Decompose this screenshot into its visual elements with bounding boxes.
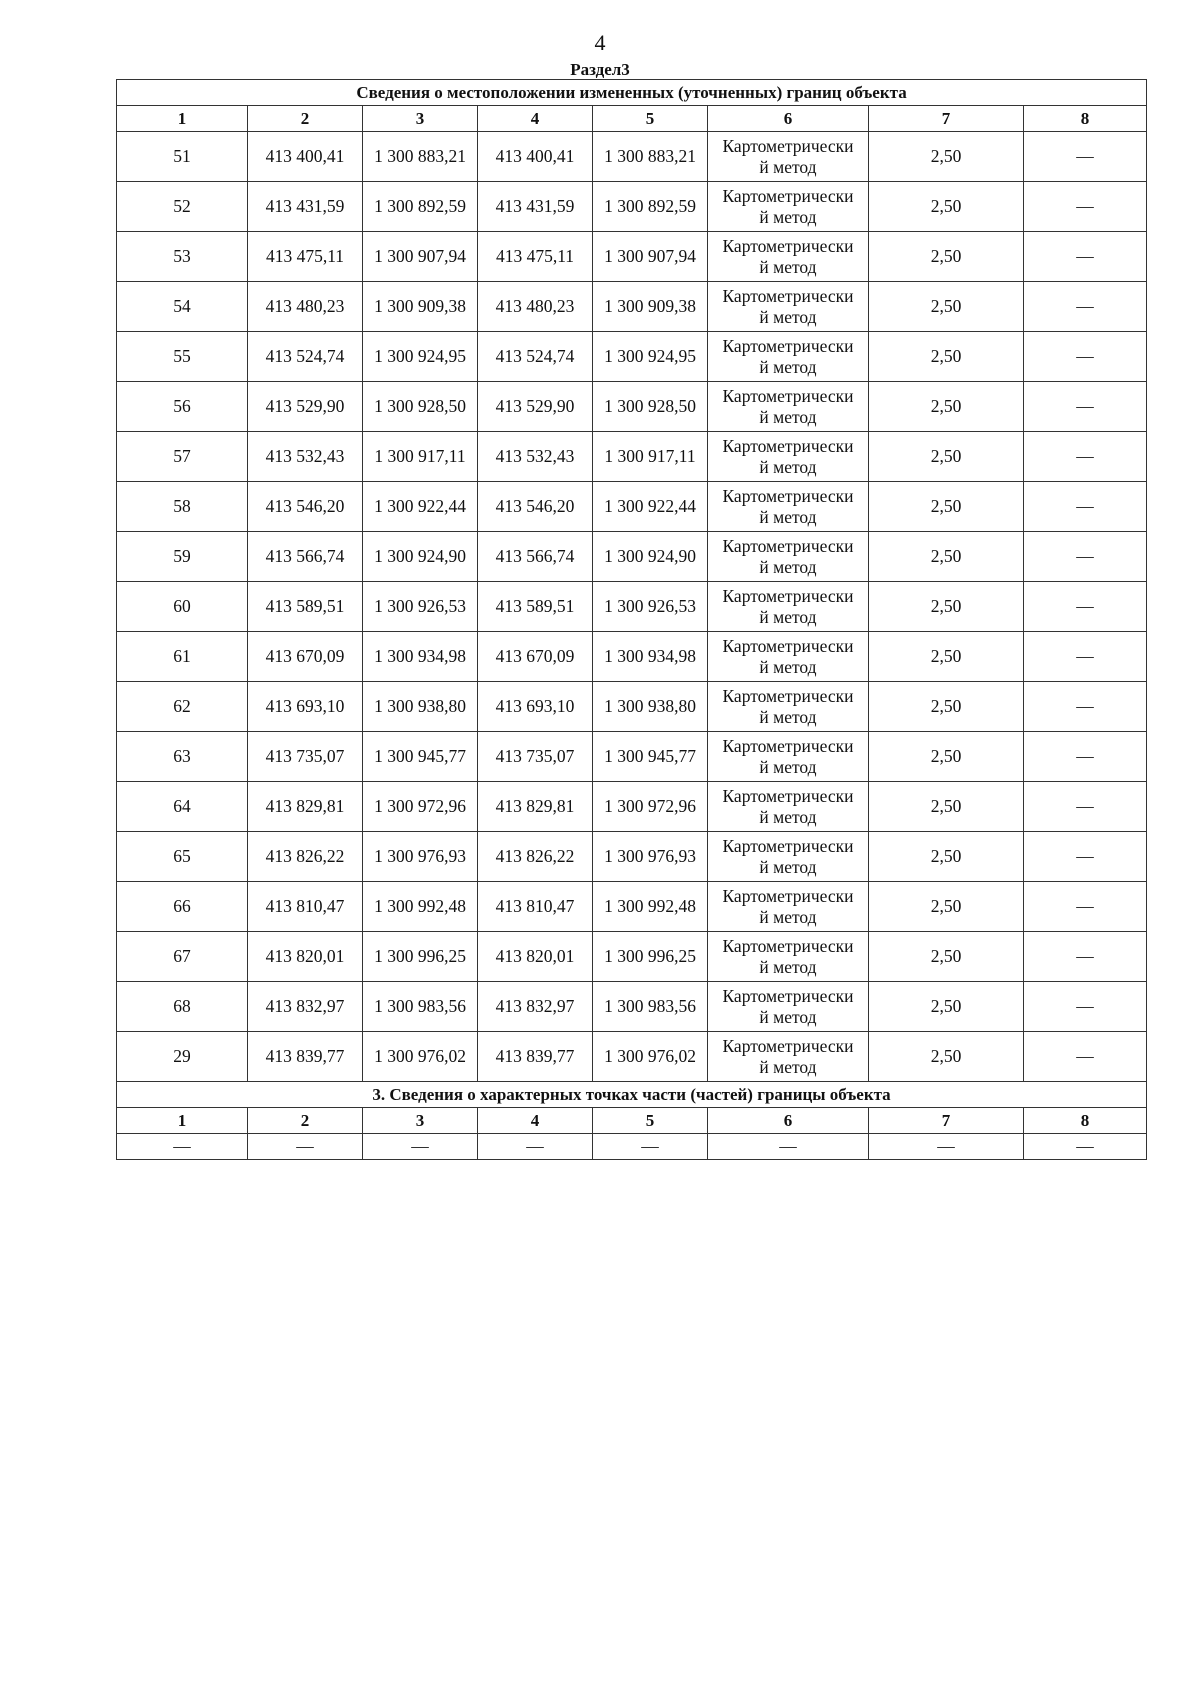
table1-column-number: 4 [478,106,593,132]
table1-column-number: 8 [1024,106,1147,132]
empty-cell: — [248,1134,363,1160]
method-line: й метод [759,456,817,477]
point-number-cell: 55 [117,332,248,382]
table2-column-number: 2 [248,1108,363,1134]
method-cell [708,832,869,882]
x-coordinate-cell: 413 589,51 [478,582,593,632]
table1-column-number: 6 [708,106,869,132]
empty-cell: — [708,1134,869,1160]
y-coordinate-cell: 1 300 976,02 [593,1032,708,1082]
method-line: й метод [759,356,817,377]
method-cell [708,282,869,332]
table-row [117,182,1147,232]
table1-column-number: 2 [248,106,363,132]
y-coordinate-cell: 1 300 909,38 [363,282,478,332]
x-coordinate-cell: 413 529,90 [248,382,363,432]
accuracy-cell: 2,50 [869,582,1024,632]
point-number-cell: 53 [117,232,248,282]
table-row [117,532,1147,582]
table-row [117,332,1147,382]
table1-caption-row [117,80,1147,106]
y-coordinate-cell: 1 300 945,77 [363,732,478,782]
x-coordinate-cell: 413 810,47 [478,882,593,932]
x-coordinate-cell: 413 735,07 [478,732,593,782]
x-coordinate-cell: 413 532,43 [248,432,363,482]
method-line: Картометрически [722,585,854,606]
y-coordinate-cell: 1 300 917,11 [593,432,708,482]
x-coordinate-cell: 413 529,90 [478,382,593,432]
point-number-cell: 68 [117,982,248,1032]
empty-cell: — [363,1134,478,1160]
description-cell: — [1024,582,1147,632]
accuracy-cell: 2,50 [869,332,1024,382]
description-cell: — [1024,932,1147,982]
method-line: Картометрически [722,985,854,1006]
method-line: Картометрически [722,735,854,756]
description-cell: — [1024,382,1147,432]
x-coordinate-cell: 413 589,51 [248,582,363,632]
method-line: Картометрически [722,185,854,206]
method-line: й метод [759,206,817,227]
method-line: Картометрически [722,535,854,556]
method-line: й метод [759,606,817,627]
table2-caption: 3. Сведения о характерных точках части (частей) границы объекта [117,1082,1147,1108]
method-cell [708,482,869,532]
table2-column-number: 6 [708,1108,869,1134]
point-number-cell: 60 [117,582,248,632]
point-number-cell: 52 [117,182,248,232]
y-coordinate-cell: 1 300 972,96 [363,782,478,832]
y-coordinate-cell: 1 300 996,25 [363,932,478,982]
y-coordinate-cell: 1 300 907,94 [593,232,708,282]
x-coordinate-cell: 413 829,81 [478,782,593,832]
method-cell [708,632,869,682]
method-line: Картометрически [722,435,854,456]
x-coordinate-cell: 413 546,20 [248,482,363,532]
accuracy-cell: 2,50 [869,932,1024,982]
boundary-points-table [116,79,1147,1160]
accuracy-cell: 2,50 [869,982,1024,1032]
y-coordinate-cell: 1 300 924,95 [363,332,478,382]
description-cell: — [1024,682,1147,732]
table-row [117,882,1147,932]
table-row [117,682,1147,732]
y-coordinate-cell: 1 300 992,48 [593,882,708,932]
point-number-cell: 51 [117,132,248,182]
description-cell: — [1024,332,1147,382]
section-title: Раздел3 [570,60,630,79]
method-cell [708,132,869,182]
y-coordinate-cell: 1 300 976,02 [363,1032,478,1082]
y-coordinate-cell: 1 300 934,98 [363,632,478,682]
y-coordinate-cell: 1 300 883,21 [593,132,708,182]
description-cell: — [1024,832,1147,882]
method-cell [708,432,869,482]
x-coordinate-cell: 413 475,11 [478,232,593,282]
table-row [117,832,1147,882]
accuracy-cell: 2,50 [869,382,1024,432]
x-coordinate-cell: 413 826,22 [248,832,363,882]
x-coordinate-cell: 413 829,81 [248,782,363,832]
x-coordinate-cell: 413 524,74 [248,332,363,382]
table-row [117,282,1147,332]
method-line: й метод [759,756,817,777]
method-line: Картометрически [722,1035,854,1056]
table2-column-number: 8 [1024,1108,1147,1134]
table-row [117,782,1147,832]
table2-caption-row [117,1082,1147,1108]
method-line: Картометрически [722,285,854,306]
method-cell [708,732,869,782]
point-number-cell: 63 [117,732,248,782]
method-line: й метод [759,406,817,427]
y-coordinate-cell: 1 300 892,59 [363,182,478,232]
table1-column-number: 3 [363,106,478,132]
x-coordinate-cell: 413 693,10 [478,682,593,732]
method-line: Картометрически [722,885,854,906]
method-line: й метод [759,506,817,527]
y-coordinate-cell: 1 300 976,93 [363,832,478,882]
description-cell: — [1024,632,1147,682]
y-coordinate-cell: 1 300 907,94 [363,232,478,282]
method-line: Картометрически [722,835,854,856]
method-line: Картометрически [722,135,854,156]
x-coordinate-cell: 413 832,97 [478,982,593,1032]
method-cell [708,382,869,432]
method-line: Картометрически [722,235,854,256]
y-coordinate-cell: 1 300 924,95 [593,332,708,382]
accuracy-cell: 2,50 [869,632,1024,682]
y-coordinate-cell: 1 300 926,53 [593,582,708,632]
x-coordinate-cell: 413 820,01 [478,932,593,982]
method-cell [708,882,869,932]
method-line: Картометрически [722,635,854,656]
point-number-cell: 57 [117,432,248,482]
y-coordinate-cell: 1 300 972,96 [593,782,708,832]
table-row [117,132,1147,182]
accuracy-cell: 2,50 [869,482,1024,532]
description-cell: — [1024,532,1147,582]
table-row [117,632,1147,682]
y-coordinate-cell: 1 300 922,44 [593,482,708,532]
x-coordinate-cell: 413 670,09 [478,632,593,682]
table1-column-numbers-row [117,106,1147,132]
x-coordinate-cell: 413 431,59 [248,182,363,232]
x-coordinate-cell: 413 820,01 [248,932,363,982]
x-coordinate-cell: 413 532,43 [478,432,593,482]
method-cell [708,932,869,982]
x-coordinate-cell: 413 566,74 [248,532,363,582]
accuracy-cell: 2,50 [869,782,1024,832]
y-coordinate-cell: 1 300 922,44 [363,482,478,532]
y-coordinate-cell: 1 300 996,25 [593,932,708,982]
method-cell [708,532,869,582]
method-line: й метод [759,556,817,577]
y-coordinate-cell: 1 300 924,90 [363,532,478,582]
description-cell: — [1024,232,1147,282]
method-cell [708,682,869,732]
table1-column-number: 5 [593,106,708,132]
x-coordinate-cell: 413 524,74 [478,332,593,382]
method-line: й метод [759,156,817,177]
x-coordinate-cell: 413 826,22 [478,832,593,882]
x-coordinate-cell: 413 480,23 [478,282,593,332]
table2-column-number: 3 [363,1108,478,1134]
description-cell: — [1024,432,1147,482]
description-cell: — [1024,282,1147,332]
point-number-cell: 59 [117,532,248,582]
table2-column-numbers-row [117,1108,1147,1134]
table-row [117,932,1147,982]
y-coordinate-cell: 1 300 983,56 [363,982,478,1032]
method-line: Картометрически [722,785,854,806]
x-coordinate-cell: 413 832,97 [248,982,363,1032]
point-number-cell: 62 [117,682,248,732]
table2-column-number: 1 [117,1108,248,1134]
point-number-cell: 65 [117,832,248,882]
accuracy-cell: 2,50 [869,682,1024,732]
empty-cell: — [593,1134,708,1160]
table1-column-number: 7 [869,106,1024,132]
table2-column-number: 4 [478,1108,593,1134]
table-row [117,232,1147,282]
accuracy-cell: 2,50 [869,132,1024,182]
y-coordinate-cell: 1 300 938,80 [363,682,478,732]
table2-empty-row [117,1134,1147,1160]
method-cell [708,582,869,632]
y-coordinate-cell: 1 300 883,21 [363,132,478,182]
y-coordinate-cell: 1 300 924,90 [593,532,708,582]
description-cell: — [1024,182,1147,232]
x-coordinate-cell: 413 566,74 [478,532,593,582]
x-coordinate-cell: 413 400,41 [478,132,593,182]
y-coordinate-cell: 1 300 992,48 [363,882,478,932]
method-cell [708,332,869,382]
method-cell [708,182,869,232]
method-line: й метод [759,856,817,877]
point-number-cell: 64 [117,782,248,832]
x-coordinate-cell: 413 735,07 [248,732,363,782]
method-cell [708,982,869,1032]
x-coordinate-cell: 413 546,20 [478,482,593,532]
point-number-cell: 54 [117,282,248,332]
empty-cell: — [478,1134,593,1160]
y-coordinate-cell: 1 300 934,98 [593,632,708,682]
method-line: Картометрически [722,935,854,956]
x-coordinate-cell: 413 693,10 [248,682,363,732]
method-cell [708,782,869,832]
y-coordinate-cell: 1 300 892,59 [593,182,708,232]
description-cell: — [1024,882,1147,932]
x-coordinate-cell: 413 839,77 [248,1032,363,1082]
table-row [117,982,1147,1032]
accuracy-cell: 2,50 [869,732,1024,782]
accuracy-cell: 2,50 [869,282,1024,332]
table-row [117,432,1147,482]
y-coordinate-cell: 1 300 983,56 [593,982,708,1032]
y-coordinate-cell: 1 300 976,93 [593,832,708,882]
accuracy-cell: 2,50 [869,232,1024,282]
x-coordinate-cell: 413 431,59 [478,182,593,232]
table1-column-number: 1 [117,106,248,132]
method-cell [708,232,869,282]
description-cell: — [1024,1032,1147,1082]
x-coordinate-cell: 413 839,77 [478,1032,593,1082]
page-number: 4 [594,30,606,55]
description-cell: — [1024,732,1147,782]
table-row [117,582,1147,632]
method-line: й метод [759,1056,817,1077]
accuracy-cell: 2,50 [869,432,1024,482]
y-coordinate-cell: 1 300 928,50 [363,382,478,432]
y-coordinate-cell: 1 300 909,38 [593,282,708,332]
method-cell [708,1032,869,1082]
method-line: й метод [759,956,817,977]
method-line: й метод [759,1006,817,1027]
x-coordinate-cell: 413 475,11 [248,232,363,282]
table-row [117,732,1147,782]
description-cell: — [1024,782,1147,832]
empty-cell: — [117,1134,248,1160]
description-cell: — [1024,482,1147,532]
point-number-cell: 58 [117,482,248,532]
method-line: Картометрически [722,385,854,406]
description-cell: — [1024,132,1147,182]
method-line: Картометрически [722,485,854,506]
y-coordinate-cell: 1 300 938,80 [593,682,708,732]
method-line: й метод [759,806,817,827]
accuracy-cell: 2,50 [869,532,1024,582]
y-coordinate-cell: 1 300 945,77 [593,732,708,782]
accuracy-cell: 2,50 [869,1032,1024,1082]
method-line: й метод [759,706,817,727]
table-row [117,382,1147,432]
table-row [117,482,1147,532]
x-coordinate-cell: 413 670,09 [248,632,363,682]
point-number-cell: 67 [117,932,248,982]
table-row [117,1032,1147,1082]
empty-cell: — [1024,1134,1147,1160]
accuracy-cell: 2,50 [869,182,1024,232]
table2-column-number: 5 [593,1108,708,1134]
table2-column-number: 7 [869,1108,1024,1134]
empty-cell: — [869,1134,1024,1160]
accuracy-cell: 2,50 [869,832,1024,882]
description-cell: — [1024,982,1147,1032]
x-coordinate-cell: 413 480,23 [248,282,363,332]
y-coordinate-cell: 1 300 926,53 [363,582,478,632]
method-line: й метод [759,906,817,927]
x-coordinate-cell: 413 810,47 [248,882,363,932]
method-line: Картометрически [722,685,854,706]
y-coordinate-cell: 1 300 917,11 [363,432,478,482]
method-line: й метод [759,656,817,677]
point-number-cell: 29 [117,1032,248,1082]
method-line: й метод [759,256,817,277]
method-line: й метод [759,306,817,327]
method-line: Картометрически [722,335,854,356]
point-number-cell: 66 [117,882,248,932]
y-coordinate-cell: 1 300 928,50 [593,382,708,432]
x-coordinate-cell: 413 400,41 [248,132,363,182]
table1-caption: Сведения о местоположении измененных (уточненных) границ объекта [117,80,1147,106]
point-number-cell: 56 [117,382,248,432]
point-number-cell: 61 [117,632,248,682]
accuracy-cell: 2,50 [869,882,1024,932]
